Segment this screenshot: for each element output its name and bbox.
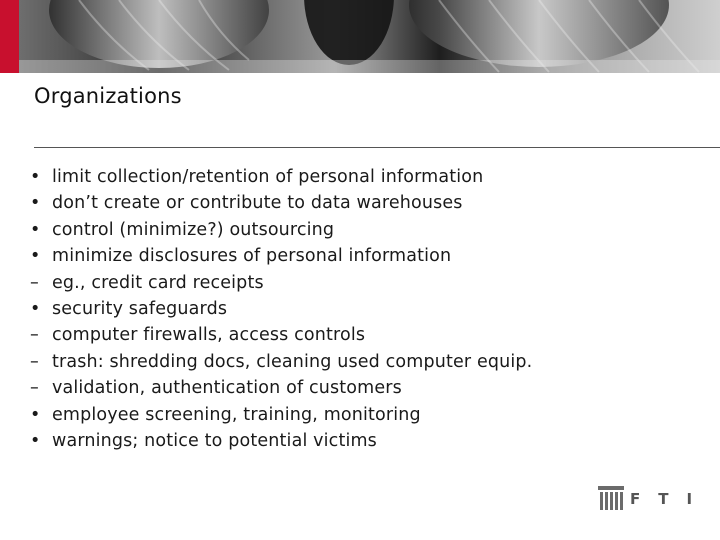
list-item	[30, 428, 532, 454]
list-item	[30, 164, 532, 190]
bullet-list	[30, 164, 532, 454]
bullet-text: validation, authentication of customers	[52, 378, 402, 399]
bullet-marker: –	[30, 272, 39, 293]
bullet-text: minimize disclosures of personal information	[52, 246, 452, 267]
building-columns-logo-icon	[598, 486, 624, 512]
bullet-marker: •	[30, 404, 41, 425]
list-item	[30, 296, 532, 322]
bullet-marker: –	[30, 351, 39, 372]
bullet-marker: •	[30, 219, 41, 240]
logo-text: FTI	[630, 490, 711, 508]
list-item	[30, 217, 532, 243]
bullet-marker: •	[30, 167, 41, 187]
list-item	[30, 243, 532, 269]
list-item	[30, 270, 532, 296]
bullet-marker: •	[30, 246, 41, 267]
bullet-text: don’t create or contribute to data warehouses	[52, 193, 463, 214]
list-item	[30, 190, 532, 216]
bullet-text: limit collection/retention of personal information	[52, 167, 484, 187]
bullet-text: computer firewalls, access controls	[52, 325, 366, 346]
accent-bar	[0, 0, 19, 73]
list-item	[30, 349, 532, 375]
list-item	[30, 375, 532, 401]
title-divider	[34, 147, 720, 148]
bullet-text: eg., credit card receipts	[52, 272, 264, 293]
slide-title: Organizations	[34, 84, 182, 108]
banner-photo	[19, 0, 720, 73]
bullet-marker: •	[30, 299, 41, 320]
bullet-text: control (minimize?) outsourcing	[52, 219, 335, 240]
bullet-text: warnings; notice to potential victims	[52, 431, 377, 452]
list-item	[30, 322, 532, 348]
bullet-text: trash: shredding docs, cleaning used computer equip.	[52, 351, 533, 372]
bullet-text: employee screening, training, monitoring	[52, 404, 421, 425]
bullet-marker: •	[30, 431, 41, 452]
bullet-marker: –	[30, 325, 39, 346]
list-item	[30, 402, 532, 428]
fti-logo	[598, 486, 711, 512]
bullet-text: security safeguards	[52, 299, 228, 320]
banner-image	[19, 0, 720, 73]
bullet-marker: •	[30, 193, 41, 214]
bullet-marker: –	[30, 378, 39, 399]
